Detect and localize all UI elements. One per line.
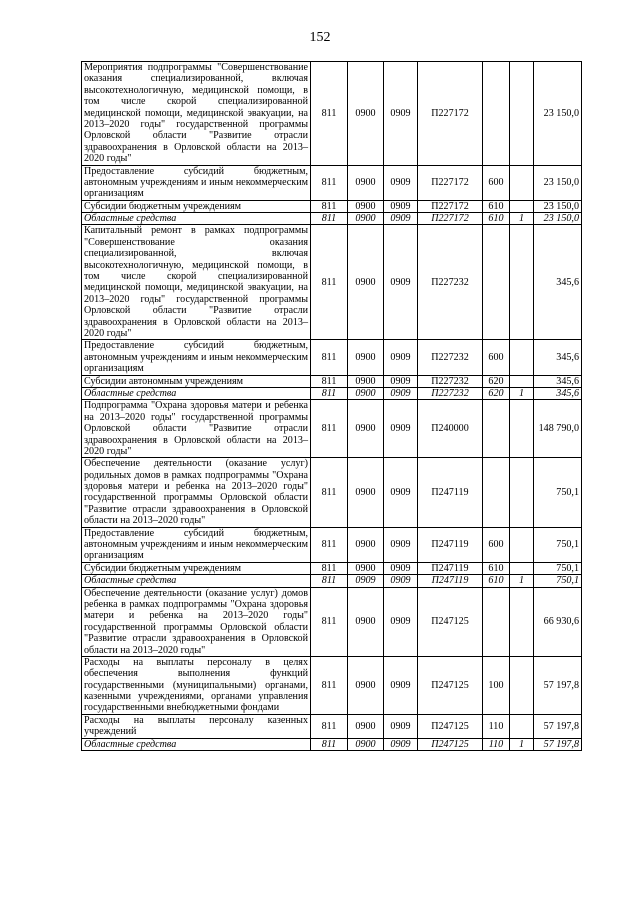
subsection-code-cell: 0909 [384, 200, 418, 212]
funding-source-cell [510, 714, 534, 738]
subsection-code-cell: 0909 [384, 375, 418, 387]
expense-type-cell: 600 [483, 340, 510, 375]
ministry-code-cell: 811 [311, 200, 348, 212]
amount-cell: 345,6 [534, 375, 582, 387]
table-row [82, 714, 582, 738]
expense-type-cell [483, 225, 510, 340]
table-row [82, 738, 582, 750]
row-name-cell: Областные средства [82, 213, 311, 225]
amount-cell: 345,6 [534, 225, 582, 340]
target-article-cell: П247119 [418, 527, 483, 562]
section-code-cell: 0900 [348, 165, 384, 200]
table-row [82, 587, 582, 656]
target-article-cell: П227232 [418, 387, 483, 399]
table-row [82, 340, 582, 375]
funding-source-cell [510, 458, 534, 527]
funding-source-cell [510, 200, 534, 212]
table-row [82, 213, 582, 225]
subsection-code-cell: 0909 [384, 527, 418, 562]
funding-source-cell [510, 562, 534, 574]
expense-type-cell: 110 [483, 738, 510, 750]
section-code-cell: 0900 [348, 340, 384, 375]
target-article-cell: П247125 [418, 738, 483, 750]
ministry-code-cell: 811 [311, 527, 348, 562]
target-article-cell: П240000 [418, 400, 483, 458]
ministry-code-cell: 811 [311, 165, 348, 200]
ministry-code-cell: 811 [311, 656, 348, 714]
funding-source-cell [510, 165, 534, 200]
expense-type-cell: 100 [483, 656, 510, 714]
ministry-code-cell: 811 [311, 375, 348, 387]
section-code-cell: 0900 [348, 527, 384, 562]
section-code-cell: 0900 [348, 656, 384, 714]
section-code-cell: 0900 [348, 458, 384, 527]
table-row [82, 387, 582, 399]
target-article-cell: П247119 [418, 562, 483, 574]
target-article-cell: П227172 [418, 165, 483, 200]
budget-table [81, 61, 582, 751]
target-article-cell: П247125 [418, 656, 483, 714]
amount-cell: 23 150,0 [534, 213, 582, 225]
subsection-code-cell: 0909 [384, 575, 418, 587]
amount-cell: 23 150,0 [534, 200, 582, 212]
table-row [82, 62, 582, 166]
amount-cell: 345,6 [534, 387, 582, 399]
subsection-code-cell: 0909 [384, 714, 418, 738]
funding-source-cell [510, 527, 534, 562]
target-article-cell: П247119 [418, 575, 483, 587]
table-row [82, 225, 582, 340]
funding-source-cell: 1 [510, 387, 534, 399]
amount-cell: 66 930,6 [534, 587, 582, 656]
page-number: 152 [309, 30, 331, 45]
row-name-cell: Субсидии бюджетным учреждениям [82, 562, 311, 574]
ministry-code-cell: 811 [311, 213, 348, 225]
row-name-cell: Предоставление субсидий бюджетным, автономным учреждениям и иным некоммерческим организациям [82, 165, 311, 200]
expense-type-cell [483, 62, 510, 166]
row-name-cell: Расходы на выплаты персоналу в целях обеспечения выполнения функций государственными (муниципальными) органами, казенными учреждениями, органами управления государственными внебюджетными фондами [82, 656, 311, 714]
subsection-code-cell: 0909 [384, 656, 418, 714]
subsection-code-cell: 0909 [384, 225, 418, 340]
section-code-cell: 0900 [348, 200, 384, 212]
target-article-cell: П247119 [418, 458, 483, 527]
ministry-code-cell: 811 [311, 587, 348, 656]
subsection-code-cell: 0909 [384, 562, 418, 574]
expense-type-cell [483, 458, 510, 527]
expense-type-cell: 620 [483, 387, 510, 399]
amount-cell: 750,1 [534, 527, 582, 562]
table-row [82, 527, 582, 562]
target-article-cell: П227172 [418, 62, 483, 166]
ministry-code-cell: 811 [311, 562, 348, 574]
section-code-cell: 0900 [348, 738, 384, 750]
row-name-cell: Предоставление субсидий бюджетным, автономным учреждениям и иным некоммерческим организациям [82, 527, 311, 562]
table-body [82, 62, 582, 751]
funding-source-cell: 1 [510, 738, 534, 750]
row-name-cell: Предоставление субсидий бюджетным, автономным учреждениям и иным некоммерческим организациям [82, 340, 311, 375]
ministry-code-cell: 811 [311, 738, 348, 750]
ministry-code-cell: 811 [311, 714, 348, 738]
subsection-code-cell: 0909 [384, 340, 418, 375]
subsection-code-cell: 0909 [384, 738, 418, 750]
expense-type-cell: 610 [483, 562, 510, 574]
subsection-code-cell: 0909 [384, 458, 418, 527]
ministry-code-cell: 811 [311, 575, 348, 587]
funding-source-cell [510, 375, 534, 387]
expense-type-cell: 610 [483, 213, 510, 225]
table-row [82, 458, 582, 527]
expense-type-cell: 610 [483, 575, 510, 587]
target-article-cell: П227232 [418, 375, 483, 387]
section-code-cell: 0900 [348, 714, 384, 738]
funding-source-cell [510, 225, 534, 340]
row-name-cell: Обеспечение деятельности (оказание услуг) родильных домов в рамках подпрограммы "Охрана здоровья матери и ребенка на 2013–2020 годы" государственной программы Орловской области "Развитие отрасли здравоохранения в Орловской области на 2013–2020 годы" [82, 458, 311, 527]
target-article-cell: П227172 [418, 213, 483, 225]
funding-source-cell [510, 587, 534, 656]
section-code-cell: 0909 [348, 575, 384, 587]
target-article-cell: П247125 [418, 714, 483, 738]
target-article-cell: П227172 [418, 200, 483, 212]
row-name-cell: Расходы на выплаты персоналу казенных учреждений [82, 714, 311, 738]
ministry-code-cell: 811 [311, 458, 348, 527]
section-code-cell: 0900 [348, 587, 384, 656]
subsection-code-cell: 0909 [384, 62, 418, 166]
ministry-code-cell: 811 [311, 400, 348, 458]
table-row [82, 200, 582, 212]
target-article-cell: П227232 [418, 340, 483, 375]
table-row [82, 400, 582, 458]
amount-cell: 23 150,0 [534, 165, 582, 200]
amount-cell: 750,1 [534, 562, 582, 574]
row-name-cell: Мероприятия подпрограммы "Совершенствование оказания специализированной, включая высокотехнологичную, медицинской помощи, в том числе скорой специализированной медицинской помощи, медицинской эвакуации, на 2013–2020 годы" государственной программы Орловской области "Развитие отрасли здравоохранения в Орловской области на 2013–2020 годы" [82, 62, 311, 166]
amount-cell: 57 197,8 [534, 656, 582, 714]
row-name-cell: Субсидии автономным учреждениям [82, 375, 311, 387]
amount-cell: 750,1 [534, 458, 582, 527]
row-name-cell: Подпрограмма "Охрана здоровья матери и ребенка на 2013–2020 годы" государственной программы Орловской области "Развитие отрасли здравоохранения в Орловской области на 2013–2020 годы" [82, 400, 311, 458]
ministry-code-cell: 811 [311, 62, 348, 166]
target-article-cell: П247125 [418, 587, 483, 656]
funding-source-cell [510, 62, 534, 166]
expense-type-cell: 600 [483, 527, 510, 562]
table-row [82, 562, 582, 574]
row-name-cell: Обеспечение деятельности (оказание услуг) домов ребенка в рамках подпрограммы "Охрана здоровья матери и ребенка на 2013–2020 годы" государственной программы Орловской области "Развитие отрасли здравоохранения в Орловской области на 2013–2020 годы" [82, 587, 311, 656]
funding-source-cell: 1 [510, 575, 534, 587]
funding-source-cell [510, 400, 534, 458]
row-name-cell: Областные средства [82, 738, 311, 750]
table-row [82, 165, 582, 200]
ministry-code-cell: 811 [311, 340, 348, 375]
expense-type-cell: 610 [483, 200, 510, 212]
subsection-code-cell: 0909 [384, 213, 418, 225]
funding-source-cell: 1 [510, 213, 534, 225]
subsection-code-cell: 0909 [384, 387, 418, 399]
target-article-cell: П227232 [418, 225, 483, 340]
ministry-code-cell: 811 [311, 387, 348, 399]
row-name-cell: Капитальный ремонт в рамках подпрограммы "Совершенствование оказания специализированной, включая высокотехнологичную, медицинской помощи, в том числе скорой специализированной медицинской помощи, медицинской эвакуации, на 2013–2020 годы" государственной программы Орловской области "Развитие отрасли здравоохранения в Орловской области на 2013–2020 годы" [82, 225, 311, 340]
subsection-code-cell: 0909 [384, 587, 418, 656]
amount-cell: 57 197,8 [534, 738, 582, 750]
table-row [82, 656, 582, 714]
row-name-cell: Областные средства [82, 575, 311, 587]
section-code-cell: 0900 [348, 213, 384, 225]
section-code-cell: 0900 [348, 400, 384, 458]
subsection-code-cell: 0909 [384, 400, 418, 458]
row-name-cell: Областные средства [82, 387, 311, 399]
amount-cell: 148 790,0 [534, 400, 582, 458]
expense-type-cell [483, 400, 510, 458]
section-code-cell: 0900 [348, 225, 384, 340]
expense-type-cell: 110 [483, 714, 510, 738]
expense-type-cell: 600 [483, 165, 510, 200]
expense-type-cell [483, 587, 510, 656]
subsection-code-cell: 0909 [384, 165, 418, 200]
amount-cell: 23 150,0 [534, 62, 582, 166]
funding-source-cell [510, 340, 534, 375]
table-row [82, 375, 582, 387]
amount-cell: 345,6 [534, 340, 582, 375]
row-name-cell: Субсидии бюджетным учреждениям [82, 200, 311, 212]
funding-source-cell [510, 656, 534, 714]
expense-type-cell: 620 [483, 375, 510, 387]
section-code-cell: 0900 [348, 562, 384, 574]
table-row [82, 575, 582, 587]
amount-cell: 57 197,8 [534, 714, 582, 738]
section-code-cell: 0900 [348, 387, 384, 399]
ministry-code-cell: 811 [311, 225, 348, 340]
amount-cell: 750,1 [534, 575, 582, 587]
section-code-cell: 0900 [348, 62, 384, 166]
section-code-cell: 0900 [348, 375, 384, 387]
